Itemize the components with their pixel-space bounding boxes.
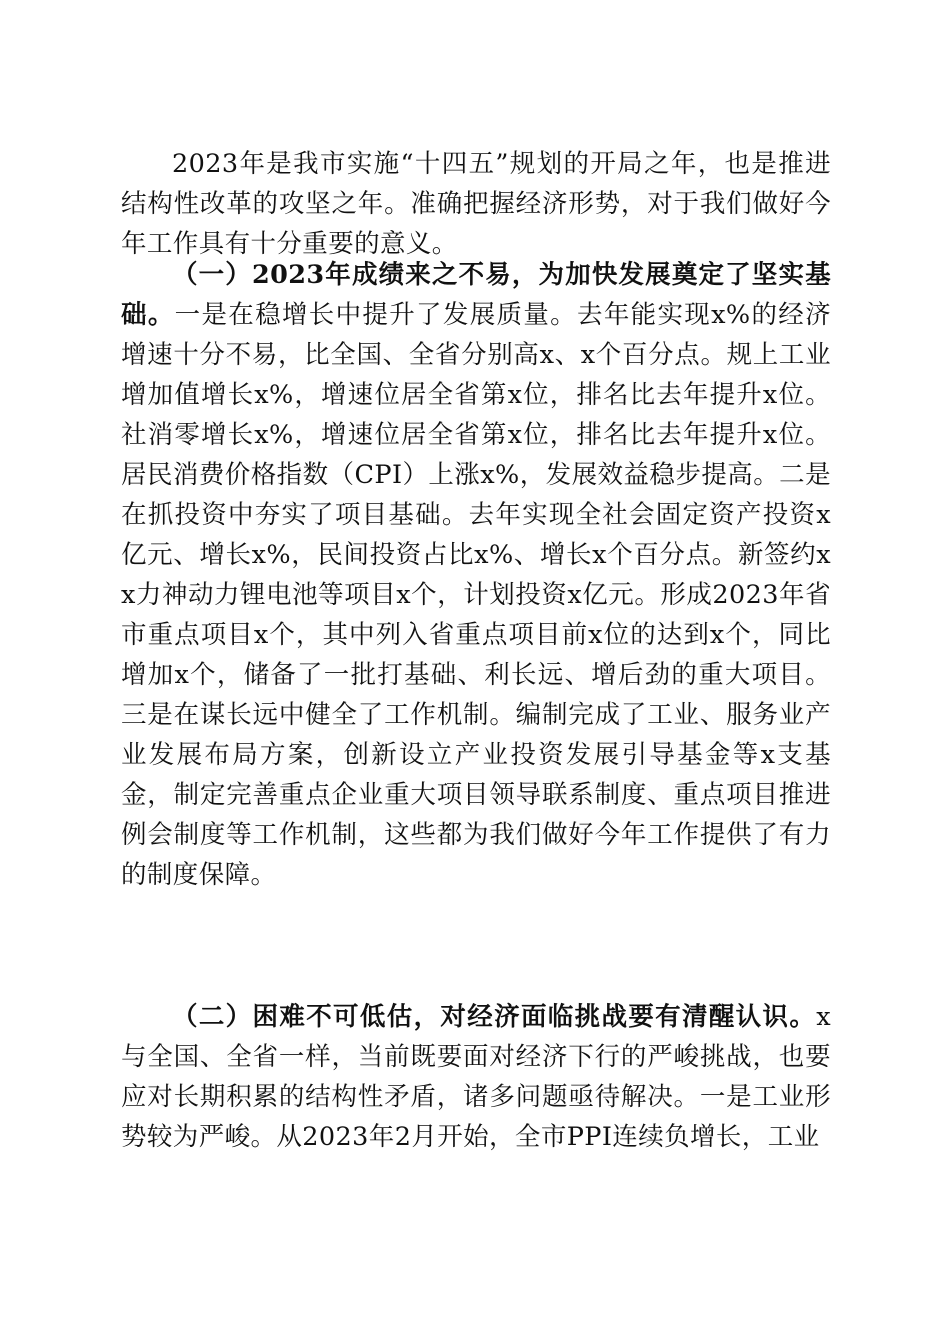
document-page	[121, 0, 831, 1344]
section-one-heading: （一）2023年成绩来之不易，为加快发展奠定了坚实基础。	[121, 260, 831, 330]
section-two-body: x与全国、全省一样，当前既要面对经济下行的严峻挑战，也要应对长期积累的结构性矛盾，诸多问题亟待解决。一是工业形势较为严峻。从2023年2月开始，全市PPI连续负增长，工业	[121, 1002, 831, 1152]
paragraph-intro-text: 2023年是我市实施“十四五”规划的开局之年，也是推进结构性改革的攻坚之年。准确把握经济形势，对于我们做好今年工作具有十分重要的意义。	[121, 149, 831, 259]
section-two-heading: （二）困难不可低估，对经济面临挑战要有清醒认识。	[172, 1002, 817, 1032]
paragraph-section-two	[121, 997, 831, 1157]
section-one-body: 一是在稳增长中提升了发展质量。去年能实现x%的经济增速十分不易，比全国、全省分别高x、x个百分点。规上工业增加值增长x%，增速位居全省第x位，排名比去年提升x位。社消零增长x%，增速位居全省第x位，排名比去年提升x位。居民消费价格指数（CPI）上涨x%，发展效益稳步提高。二是在抓投资中夯实了项目基础。去年实现全社会固定资产投资x亿元、增长x%，民间投资占比x%、增长x个百分点。新签约xx力神动力锂电池等项目x个，计划投资x亿元。形成2023年省市重点项目x个，其中列入省重点项目前x位的达到x个，同比增加x个，储备了一批打基础、利长远、增后劲的重大项目。三是在谋长远中健全了工作机制。编制完成了工业、服务业产业发展布局方案，创新设立产业投资发展引导基金等x支基金，制定完善重点企业重大项目领导联系制度、重点项目推进例会制度等工作机制，这些都为我们做好今年工作提供了有力的制度保障。	[121, 300, 831, 890]
paragraph-section-one	[121, 255, 831, 895]
paragraph-intro	[121, 144, 831, 264]
